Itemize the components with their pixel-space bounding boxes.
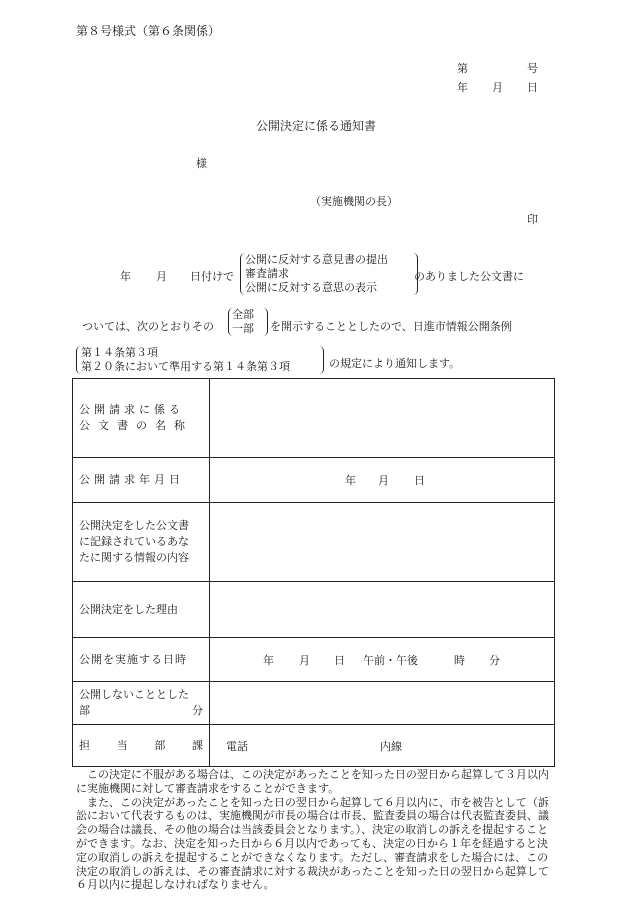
label-undisclosed-part xyxy=(73,682,210,725)
label-char: 分 xyxy=(192,704,203,717)
label-text: 公開請求年月日 xyxy=(79,473,184,486)
option-2-char-2: 査 xyxy=(256,267,267,280)
label-department xyxy=(73,725,210,767)
line3-option-2: 第２０条において準用する第１４条第３項 xyxy=(81,360,290,373)
date-month: 月 xyxy=(492,81,503,94)
line2-option-2: 一部 xyxy=(232,322,254,335)
disclose-month: 月 xyxy=(299,653,310,667)
document-title: 公開決定に係る通知書 xyxy=(256,119,377,133)
line1-option-2 xyxy=(245,267,413,281)
value-info-content[interactable] xyxy=(210,503,555,582)
label-request-date xyxy=(73,458,210,503)
line1-option-3: 公開に反対する意思の表示 xyxy=(245,281,377,294)
label-line xyxy=(79,703,203,719)
label-char: 担 xyxy=(79,738,90,752)
label-text: 公開決定をした理由 xyxy=(79,602,178,616)
value-department[interactable] xyxy=(210,725,555,767)
value-undisclosed-part[interactable] xyxy=(210,682,555,725)
table-row-department xyxy=(73,725,555,767)
sender-title: （実施機関の長） xyxy=(310,195,398,208)
table-row-request-date xyxy=(73,458,555,503)
line3-option-bracket xyxy=(76,346,324,374)
label-text: 公開を実施する日時 xyxy=(79,652,187,666)
option-2-char-3: 請 xyxy=(267,267,278,280)
line1-tail: のありました公文書に xyxy=(414,270,524,283)
value-document-name[interactable] xyxy=(210,379,555,458)
label-char: 部 xyxy=(154,738,166,752)
form-number: 第８号様式（第６条関係） xyxy=(76,24,221,38)
option-2-char-1: 審 xyxy=(245,267,256,280)
seal-mark: 印 xyxy=(527,213,538,226)
table-row-reason xyxy=(73,582,555,638)
label-disclosure-datetime xyxy=(73,638,210,682)
note-paragraph-2: また、この決定があったことを知った日の翌日から起算して６月以内に、市を被告として（訴訟において代表するものは、実施機関が市長の場合は市長、監査委員の場合は代表監査委員、議会の場合は議長、その他の場合は当該委員会となります。）、決定の取消しの訴えを提起することができます。なお、決定を知った日から６月以内であっても、決定の日から１年を経過すると決定の取消しの訴えを提起することができなくなります。ただし、審査請求をした場合には、この決定の取消しの訴えは、その審査請求に対する裁決があったことを知った日の翌日から起算して６月以内に提起しなければなりません。 xyxy=(76,795,549,892)
label-line: に記録されているあな xyxy=(79,535,189,548)
line1-year: 年 xyxy=(120,270,131,283)
table-row-disclosure-datetime xyxy=(73,638,555,682)
value-request-date[interactable] xyxy=(210,458,555,503)
line3-tail: の規定により通知します。 xyxy=(329,357,461,370)
disclose-year: 年 xyxy=(263,653,274,667)
line1-option-1: 公開に反対する意見書の提出 xyxy=(245,253,388,266)
ext-label: 内線 xyxy=(380,739,402,753)
line1-option-bracket xyxy=(240,253,418,295)
line2-tail: を開示することとしたので、日進市情報公開条例 xyxy=(270,320,512,333)
label-document-name xyxy=(73,379,210,458)
doc-number-dai: 第 xyxy=(457,62,468,75)
line2-head: ついては、次のとおりその xyxy=(82,320,214,333)
request-month: 月 xyxy=(378,474,389,487)
request-year: 年 xyxy=(345,474,356,487)
table-row-undisclosed-part xyxy=(73,682,555,725)
label-char: 当 xyxy=(116,738,128,752)
addressee-suffix: 様 xyxy=(196,157,207,170)
line2-option-bracket xyxy=(228,308,268,336)
label-line: 公開決定をした公文書 xyxy=(79,519,189,532)
option-2-char-4: 求 xyxy=(278,267,289,280)
label-info-content xyxy=(73,503,210,582)
line2-option-1: 全部 xyxy=(232,308,254,321)
disclose-minute: 分 xyxy=(489,653,500,667)
label-line: たに関する情報の内容 xyxy=(79,551,189,564)
value-reason[interactable] xyxy=(210,582,555,638)
label-reason xyxy=(73,582,210,638)
label-line: 公開請求に係る xyxy=(79,403,184,416)
line1-month: 月 xyxy=(156,270,167,283)
label-line xyxy=(79,738,203,754)
date-day: 日 xyxy=(527,81,538,94)
line3-option-1: 第１４条第３項 xyxy=(81,346,158,359)
table-row-document-name xyxy=(73,379,555,458)
request-day: 日 xyxy=(414,474,425,487)
tel-label: 電話 xyxy=(226,739,248,753)
table-row-info-content xyxy=(73,503,555,582)
date-year: 年 xyxy=(457,81,468,94)
value-disclosure-datetime[interactable] xyxy=(210,638,555,682)
label-line: 公開しないこととした xyxy=(79,688,189,701)
line1-suffix: 日付けで xyxy=(190,270,234,283)
disclose-hour: 時 xyxy=(454,653,465,667)
info-table xyxy=(72,378,555,767)
disclose-ampm: 午前・午後 xyxy=(363,653,418,667)
disclose-day: 日 xyxy=(334,653,345,667)
label-line: 公文書の名称 xyxy=(79,419,193,432)
appeal-notes xyxy=(76,768,554,892)
label-char: 部 xyxy=(79,704,90,717)
label-char: 課 xyxy=(191,738,203,752)
note-paragraph-1: この決定に不服がある場合は、この決定があったことを知った日の翌日から起算して３月以内に実施機関に対して審査請求をすることができます。 xyxy=(76,768,549,795)
doc-number-go: 号 xyxy=(527,62,538,75)
